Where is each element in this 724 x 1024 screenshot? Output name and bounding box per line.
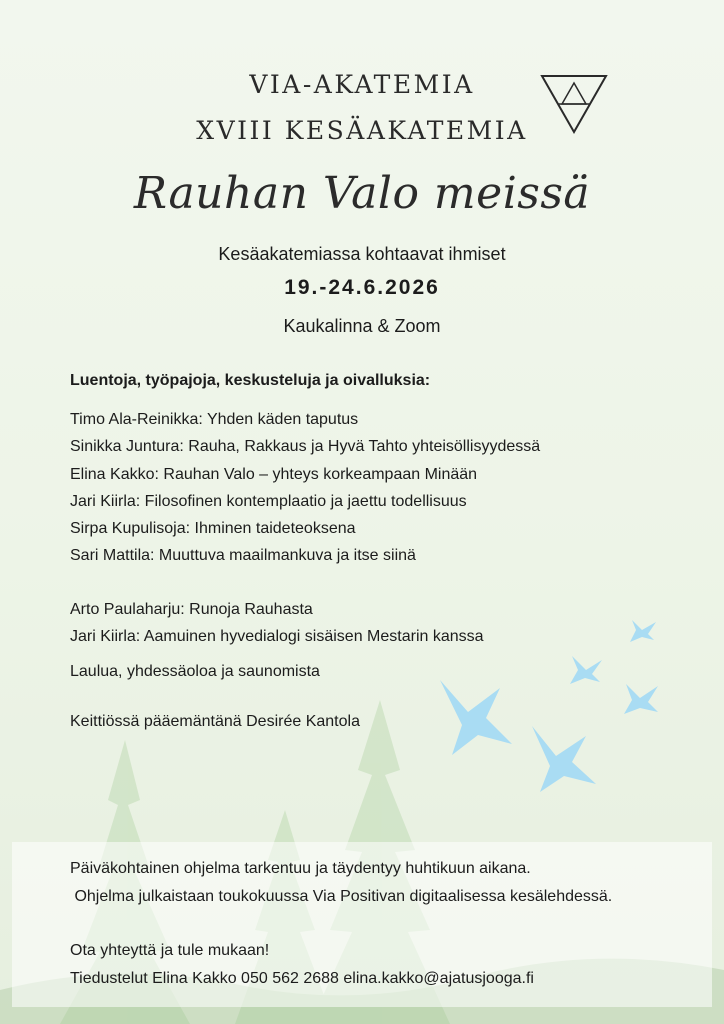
contact-info: Tiedustelut Elina Kakko 050 562 2688 elina.kakko@ajatusjooga.fi [70,970,534,987]
event-subtitle: Kesäakatemiassa kohtaavat ihmiset [218,244,506,264]
footer-panel [12,842,712,1007]
lecture-item: Sirpa Kupulisoja: Ihminen taideteoksena [70,520,356,538]
lecture-item: Jari Kiirla: Filosofinen kontemplaatio ja jaettu todellisuus [70,492,467,510]
program-lead: Luentoja, työpajoja, keskusteluja ja oivalluksia: [70,372,431,389]
other-item: Arto Paulaharju: Runoja Rauhasta [70,600,313,618]
other-item: Jari Kiirla: Aamuinen hyvedialogi sisäisen Mestarin kanssa [70,628,484,646]
footer-line: Ohjelma julkaistaan toukokuussa Via Positivan digitaalisessa kesälehdessä. [70,888,613,905]
kitchen-item: Keittiössä pääemäntänä Desirée Kantola [70,712,360,730]
lecture-item: Timo Ala-Reinikka: Yhden käden taputus [70,411,359,428]
lecture-item: Elina Kakko: Rauhan Valo – yhteys korkeampaan Minään [70,465,478,483]
event-dates: 19.-24.6.2026 [284,276,440,299]
social-item: Laulua, yhdessäoloa ja saunomista [70,663,320,681]
contact-invite: Ota yhteyttä ja tule mukaan! [70,942,270,959]
event-place: Kaukalinna & Zoom [283,316,441,336]
program [70,372,670,735]
lecture-item: Sinikka Juntura: Rauha, Rakkaus ja Hyvä Tahto yhteisöllisyydessä [70,438,541,456]
lecture-item: Sari Mattila: Muuttuva maailmankuva ja itse siinä [70,547,416,565]
footer-line: Päiväkohtainen ohjelma tarkentuu ja täydentyy huhtikuun aikana. [70,860,531,877]
event-title: Rauhan Valo meissä [133,168,591,219]
event-name: XVIII KESÄAKATEMIA [196,116,528,145]
org-name: VIA-AKATEMIA [249,70,475,99]
